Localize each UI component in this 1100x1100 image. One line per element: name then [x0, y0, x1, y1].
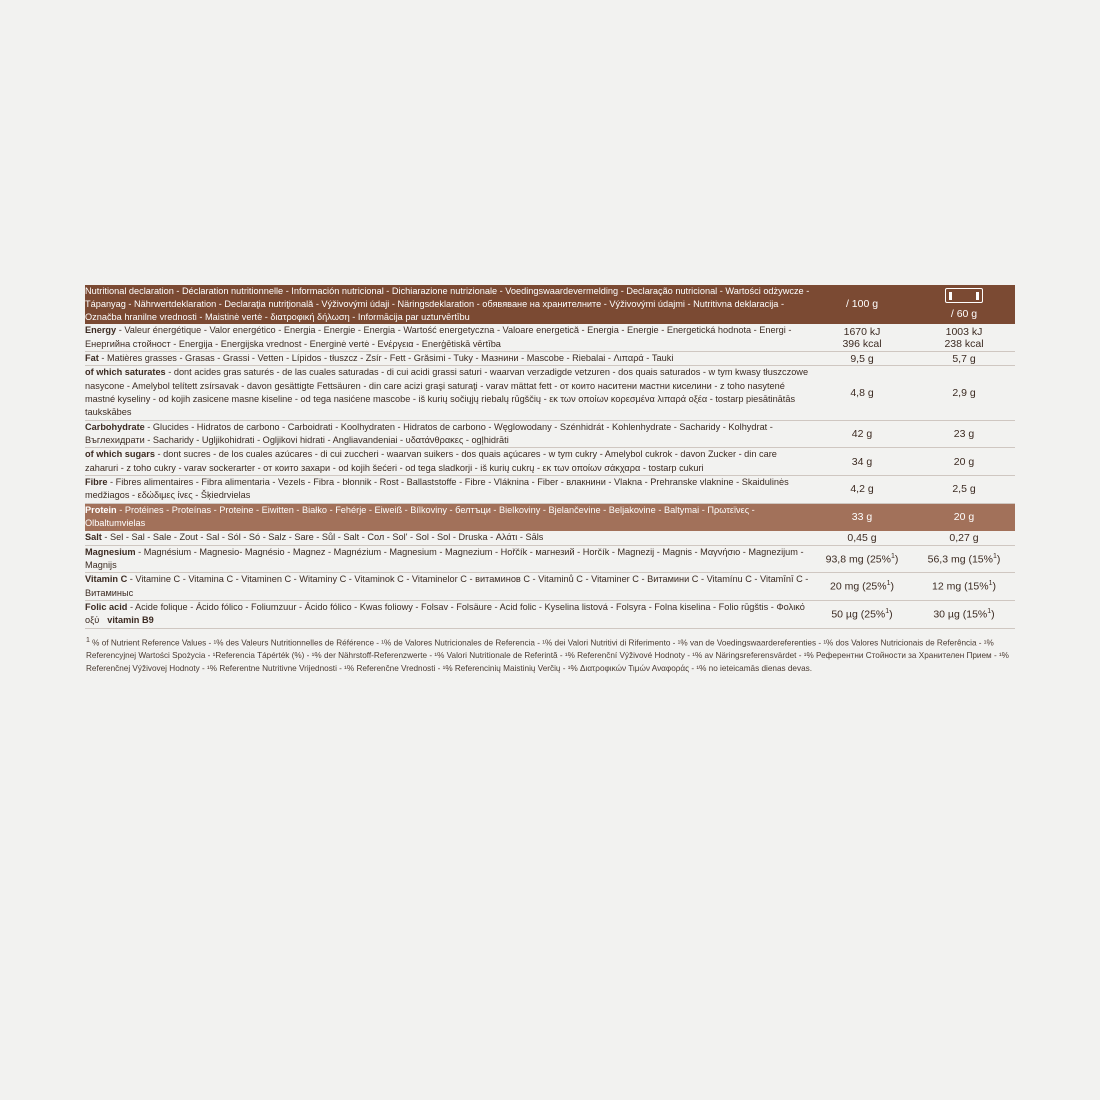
- row-label-sugars: of which sugars - dont sucres - de los cuales azúcares - di cui zuccheri - waarvan suikers - dos quais açúcares - w tym cukry - Amelybol cukrok - davon Zucker - din care zaharuri - z toho cukry - varav sockerarter - от които захари - od kojih šećeri - od tega sladkorji - iš kurių cukrų - εκ των οποίων σάκχαρα - tostarp cukuri: [85, 448, 811, 476]
- row-value-vitamin-c-60g: [913, 573, 1015, 601]
- table-row: [85, 324, 1015, 351]
- row-value-carbohydrate-100g: 42 g: [811, 420, 913, 448]
- row-value-folic-acid-60g: [913, 601, 1015, 629]
- table-row: [85, 475, 1015, 503]
- row-value-protein-60g: 20 g: [913, 503, 1015, 531]
- nrv-footnote-marker: 1: [992, 552, 997, 560]
- footnote-text: % of Nutrient Reference Values - ¹% des Valeurs Nutritionnelles de Référence - ¹% de Valores Nutricionales de Referencia - ¹% dei Valori Nutritivi di Riferimento - ¹% van de Voedingswaardereferenties - ¹% dos Valores Nutricionais de Referência - ¹% Referencyjnej Wartości Spożycia - ¹Referencia Tápérték (%) - ¹% der Nährstoff-Referenzwerte - ¹% Valori Nutritionale de Referintă - ¹% Referenční Výživové Hodnoty - ¹% av Näringsreferensvärdet - ¹% Референтни Стойности за Хранителен Прием - ¹% Referenčnej Výživovej Hodnoty - ¹% Referentne Nutritivne Vrijednosti - ¹% Referenčne Vrednosti - ¹% Referencinių Maistinių Verčių - ¹% Διατροφικών Τιμών Αναφοράς - ¹% no ieteicamās dienas devas.: [86, 638, 1009, 673]
- bar-package-icon: [945, 288, 983, 303]
- row-value-salt-60g: 0,27 g: [913, 531, 1015, 545]
- nrv-footnote-marker: 1: [890, 552, 895, 560]
- row-value-magnesium-100g: [811, 545, 913, 573]
- row-label-folic-acid-text: Folic acid - Acide folique - Ácido fólico - Foliumzuur - Ácido fólico - Kwas foliowy - Folsav - Folsäure - Acid folic - Kyselina listová - Folsyra - Folna kiselina - Folio rūgštis - Φολικό οξύ: [85, 602, 805, 626]
- table-row-protein-highlighted: [85, 503, 1015, 531]
- row-label-saturates: of which saturates - dont acides gras saturés - de las cuales saturadas - di cui acidi grassi saturi - waarvan verzadigde vetzuren - dos quais saturados - w tym kwasy tłuszczowe nasycone - Amelybol telített zsírsavak - davon gesättigte Fettsäuren - din care acizi graşi saturaţi - varav mättat fett - от които наситени мастни киселини - z toho nasytené mastné kyseliny - od kojih zasicene masne kiseline - od tega nasićene mascobe - iš kurių sočiųjų riebalų rūgščių - εκ των οποίων κορεσμένα λιπαρά οξέα - tostarp piesātinātās taukskābes: [85, 366, 811, 420]
- table-row: [85, 448, 1015, 476]
- row-value-saturates-60g: 2,9 g: [913, 366, 1015, 420]
- nrv-footnote-marker: 1: [886, 580, 891, 588]
- row-label-folic-acid-vitamin-note: vitamin B9: [107, 615, 154, 626]
- table-row: [85, 531, 1015, 545]
- nrv-footnote-marker: 1: [988, 580, 993, 588]
- header-col-60g-label: / 60 g: [950, 308, 978, 321]
- table-row: [85, 366, 1015, 420]
- header-title-multilingual: Nutritional declaration - Déclaration nutritionnelle - Información nutricional - Dichiarazione nutrizionale - Voedingswaardevermelding - Declaração nutricional - Wartości odżywcze - Tápanyag - Nährwertdeklaration - Declaraţia nutriţională - Výživovými údaji - Näringsdeklaration - обявяване на хранителните - Výživovými údajmi - Nutritivna deklaracija - Označba hranilne vrednosti - Maistinė vertė - διατροφική δήλωση - Informācija par uzturvērtību: [85, 286, 810, 323]
- value-line-1: 1003 kJ: [945, 325, 983, 338]
- nutrition-table-panel: [85, 285, 1015, 676]
- value-line-2: 238 kcal: [944, 337, 984, 350]
- row-label-vitamin-c: Vitamin C - Vitamine C - Vitamina C - Vitaminen C - Witaminy C - Vitaminok C - Vitaminelor C - витаминов C - Vitaminů C - Vitaminer C - Витамини C - Vitamínu C - Vitamīnī C - Витаминыс: [85, 573, 811, 601]
- value-text: 20 mg (25%: [829, 580, 887, 593]
- row-value-fat-60g: 5,7 g: [913, 351, 1015, 365]
- footnote-marker: 1: [86, 636, 90, 644]
- nrv-footnote-marker: 1: [885, 608, 890, 616]
- row-label-salt: Salt - Sel - Sal - Sale - Zout - Sal - Sól - Só - Salz - Sare - Sůl - Salt - Сол - Sol' - Sol - Sol - Druska - Αλάτι - Sāls: [85, 531, 811, 545]
- row-value-fibre-100g: 4,2 g: [811, 475, 913, 503]
- row-value-magnesium-60g: [913, 545, 1015, 573]
- row-value-salt-100g: 0,45 g: [811, 531, 913, 545]
- row-label-magnesium: Magnesium - Magnésium - Magnesio- Magnésio - Magnez - Magnézium - Magnesium - Magnezium - Hořčík - магнезий - Horčík - Magnezij - Magnis - Μαγνήσιο - Magnezijum - Magnijs: [85, 545, 811, 573]
- value-suffix: ): [890, 580, 895, 593]
- value-suffix: ): [996, 553, 1001, 566]
- value-suffix: ): [889, 608, 893, 621]
- row-value-saturates-100g: 4,8 g: [811, 366, 913, 420]
- value-text: 50 µg (25%: [831, 608, 886, 621]
- value-line-2: 396 kcal: [842, 337, 882, 350]
- value-text: 56,3 mg (15%: [927, 553, 993, 566]
- header-col-100g-label: / 100 g: [845, 298, 879, 311]
- table-row: [85, 573, 1015, 601]
- value-text: 93,8 mg (25%: [825, 553, 891, 566]
- header-col-100g: [811, 285, 913, 324]
- table-row: [85, 601, 1015, 629]
- row-value-carbohydrate-60g: 23 g: [913, 420, 1015, 448]
- table-row: [85, 545, 1015, 573]
- row-value-fibre-60g: 2,5 g: [913, 475, 1015, 503]
- header-col-60g: [913, 285, 1015, 324]
- row-value-fat-100g: 9,5 g: [811, 351, 913, 365]
- table-row: [85, 420, 1015, 448]
- row-value-folic-acid-100g: [811, 601, 913, 629]
- value-line-1: 1670 kJ: [843, 325, 881, 338]
- row-value-protein-100g: 33 g: [811, 503, 913, 531]
- row-value-vitamin-c-100g: [811, 573, 913, 601]
- table-row: [85, 351, 1015, 365]
- row-label-carbohydrate: Carbohydrate - Glucides - Hidratos de carbono - Carboidrati - Koolhydraten - Hidratos de carbono - Węglowodany - Szénhidrát - Kohlenhydrate - Sacharidy - Kolhydrat - Въглехидрати - Sacharidy - Ugljikohidrati - Ogljikovi hidrati - Angliavandeniai - υδατάνθρακες - ogļhidrāti: [85, 420, 811, 448]
- value-suffix: ): [992, 580, 997, 593]
- nrv-footnote: [85, 629, 1020, 676]
- nutrition-table: [85, 285, 1015, 629]
- row-value-sugars-100g: 34 g: [811, 448, 913, 476]
- row-label-energy: Energy - Valeur énergétique - Valor energético - Energia - Energie - Energia - Wartość energetyczna - Valoare energetică - Energia - Energie - Energetická hodnota - Energi - Енергийна стойност - Energija - Energijska vrednost - Energinė vertė - Ενέργεια - Enerģētiskā vērtība: [85, 324, 811, 351]
- row-label-folic-acid: [85, 601, 811, 629]
- value-suffix: ): [991, 608, 995, 621]
- value-text: 12 mg (15%: [931, 580, 989, 593]
- value-suffix: ): [894, 553, 899, 566]
- row-value-energy-100g: [811, 324, 913, 351]
- row-label-fat: Fat - Matières grasses - Grasas - Grassi - Vetten - Lípidos - tłuszcz - Zsír - Fett - Grăsimi - Tuky - Мазнини - Mаscobe - Riebalai - Λιπαρά - Tauki: [85, 351, 811, 365]
- value-text: 30 µg (15%: [933, 608, 988, 621]
- row-value-sugars-60g: 20 g: [913, 448, 1015, 476]
- nrv-footnote-marker: 1: [987, 608, 992, 616]
- row-label-fibre: Fibre - Fibres alimentaires - Fibra alimentaria - Vezels - Fibra - błonnik - Rost - Ballaststoffe - Fibre - Vláknina - Fiber - влакнини - Vlakna - Prehranske vlaknine - Skaidulinės medžiagos - εδώδιμες ίνες - Šķiedrvielas: [85, 475, 811, 503]
- row-value-energy-60g: [913, 324, 1015, 351]
- table-header-row: [85, 285, 1015, 324]
- row-label-protein: Protein - Protéines - Proteínas - Proteine - Eiwitten - Białko - Fehérje - Eiweiß - Bílkoviny - белтъци - Bielkoviny - Bjelančevine - Beljakovine - Baltymai - Πρωτεϊνες - Olbaltumvielas: [85, 503, 811, 531]
